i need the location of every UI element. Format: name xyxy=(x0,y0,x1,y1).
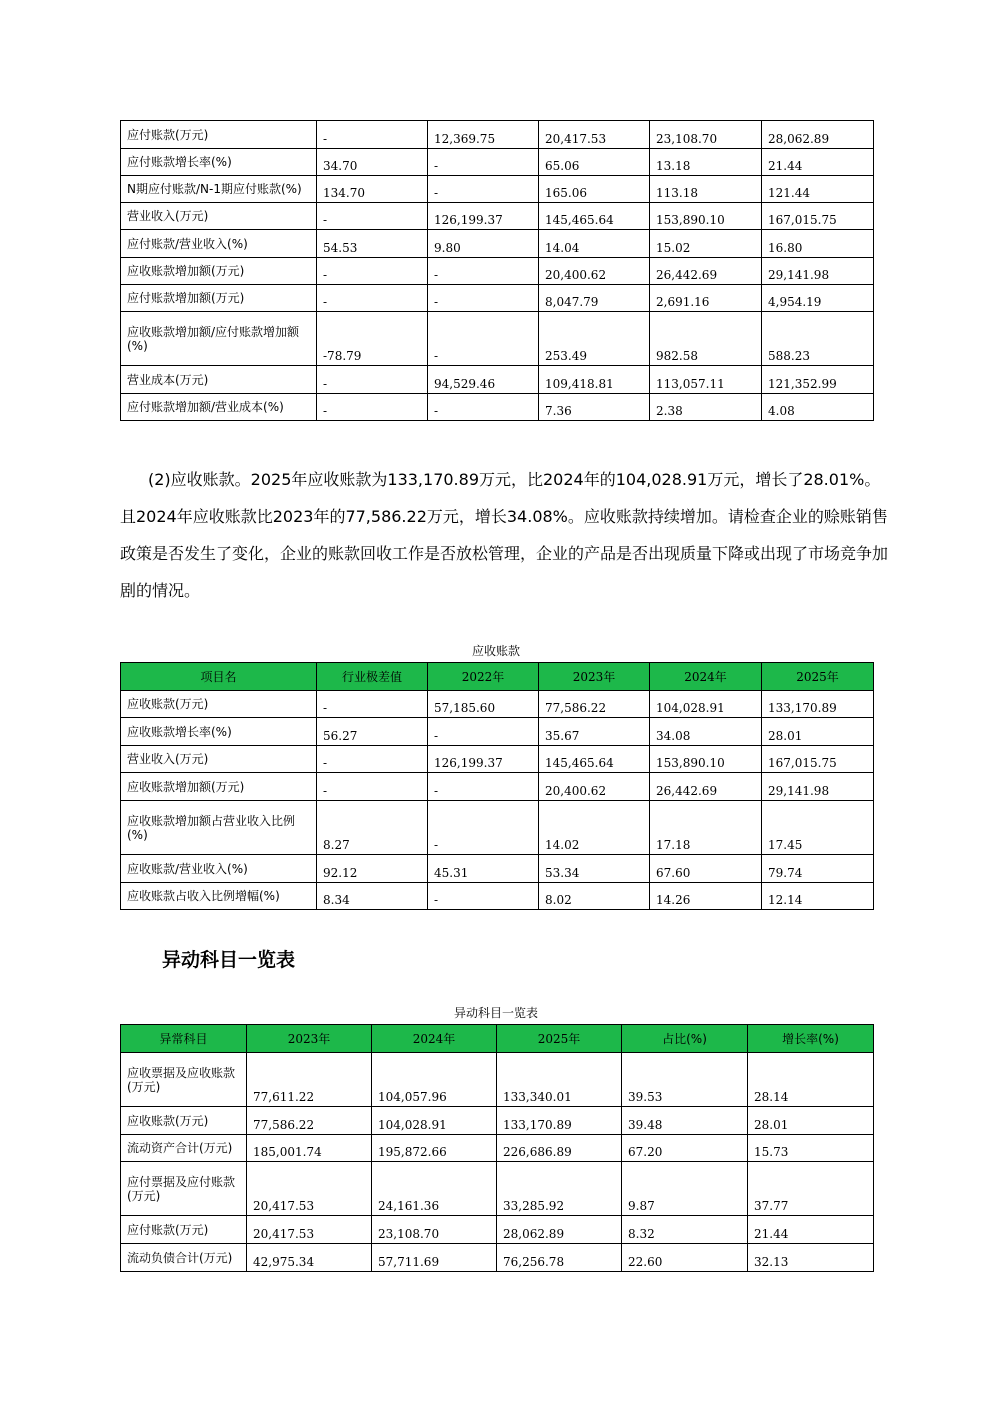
table-cell: - xyxy=(317,121,428,149)
table-row xyxy=(121,394,874,421)
table-cell: 29,141.98 xyxy=(762,258,874,285)
table-cell: 22.60 xyxy=(622,1244,748,1272)
table-cell: 34.70 xyxy=(317,149,428,176)
table-cell: 94,529.46 xyxy=(428,366,539,394)
row-label: 应收账款增加额(万元) xyxy=(121,773,317,801)
column-header: 2024年 xyxy=(650,663,762,691)
table-row xyxy=(121,691,874,718)
table-cell: 77,586.22 xyxy=(539,691,650,718)
table-cell: - xyxy=(428,285,539,312)
table-cell: - xyxy=(428,176,539,203)
receivables-paragraph: (2)应收账款。2025年应收账款为133,170.89万元，比2024年的104,028.91万元，增长了28.01%。且2024年应收账款比2023年的77,586.22万元，增长34.08%。应收账款持续增加。请检查企业的赊账销售政策是否发生了变化，企业的账款回收工作是否放松管理，企业的产品是否出现质量下降或出现了市场竞争加剧的情况。 xyxy=(120,470,889,600)
table-cell: 133,340.01 xyxy=(497,1053,622,1107)
column-header: 2024年 xyxy=(372,1025,497,1053)
table-cell: - xyxy=(428,773,539,801)
row-label: 营业收入(万元) xyxy=(121,203,317,230)
table-cell: - xyxy=(317,203,428,230)
table-cell: 23,108.70 xyxy=(372,1216,497,1244)
table-cell: 20,400.62 xyxy=(539,773,650,801)
table-cell: 167,015.75 xyxy=(762,203,874,230)
column-header: 异常科目 xyxy=(121,1025,247,1053)
table-cell: 35.67 xyxy=(539,718,650,746)
row-label: 应收账款(万元) xyxy=(121,1107,247,1135)
table-cell: 32.13 xyxy=(748,1244,874,1272)
table-row xyxy=(121,366,874,394)
table-cell: 8.02 xyxy=(539,883,650,910)
column-header: 2022年 xyxy=(428,663,539,691)
table-cell: 8.27 xyxy=(317,801,428,855)
table-cell: 28.01 xyxy=(762,718,874,746)
table-cell: 20,400.62 xyxy=(539,258,650,285)
table-cell: 14.04 xyxy=(539,230,650,258)
table-cell: 26,442.69 xyxy=(650,773,762,801)
table-cell: 39.48 xyxy=(622,1107,748,1135)
table-row xyxy=(121,883,874,910)
table-cell: 20,417.53 xyxy=(539,121,650,149)
row-label: 应付账款增加额(万元) xyxy=(121,285,317,312)
table-cell: 13.18 xyxy=(650,149,762,176)
table-cell: - xyxy=(317,285,428,312)
table-cell: 56.27 xyxy=(317,718,428,746)
table-cell: - xyxy=(317,394,428,421)
table-row xyxy=(121,718,874,746)
table-cell: 226,686.89 xyxy=(497,1135,622,1162)
table-cell: - xyxy=(317,746,428,773)
table-cell: 104,057.96 xyxy=(372,1053,497,1107)
table-cell: 153,890.10 xyxy=(650,203,762,230)
row-label: 流动资产合计(万元) xyxy=(121,1135,247,1162)
table-cell: - xyxy=(317,258,428,285)
table-cell: 2,691.16 xyxy=(650,285,762,312)
table-row xyxy=(121,801,874,855)
table-cell: 2.38 xyxy=(650,394,762,421)
column-header: 2023年 xyxy=(247,1025,372,1053)
row-label: 流动负债合计(万元) xyxy=(121,1244,247,1272)
table-cell: 153,890.10 xyxy=(650,746,762,773)
row-label: 应付账款增加额/营业成本(%) xyxy=(121,394,317,421)
row-label: 应收账款(万元) xyxy=(121,691,317,718)
table-row xyxy=(121,230,874,258)
table-cell: 165.06 xyxy=(539,176,650,203)
table-cell: 113.18 xyxy=(650,176,762,203)
table-cell: 4,954.19 xyxy=(762,285,874,312)
table-cell: 167,015.75 xyxy=(762,746,874,773)
column-header: 行业极差值 xyxy=(317,663,428,691)
table-cell: - xyxy=(428,258,539,285)
table-row xyxy=(121,121,874,149)
table-cell: 8,047.79 xyxy=(539,285,650,312)
row-label: 应付账款(万元) xyxy=(121,121,317,149)
table-cell: 9.80 xyxy=(428,230,539,258)
table-cell: 14.26 xyxy=(650,883,762,910)
table-row xyxy=(121,1107,874,1135)
table-cell: -78.79 xyxy=(317,312,428,366)
table-row xyxy=(121,773,874,801)
table-cell: - xyxy=(317,366,428,394)
table-row xyxy=(121,746,874,773)
table-cell: 9.87 xyxy=(622,1162,748,1216)
table-cell: 21.44 xyxy=(748,1216,874,1244)
table-cell: 20,417.53 xyxy=(247,1162,372,1216)
receivables-table xyxy=(120,662,874,910)
table-row xyxy=(121,1053,874,1107)
table-cell: 28.14 xyxy=(748,1053,874,1107)
table-cell: 12.14 xyxy=(762,883,874,910)
table-cell: 7.36 xyxy=(539,394,650,421)
table-cell: 28.01 xyxy=(748,1107,874,1135)
table-cell: 126,199.37 xyxy=(428,746,539,773)
table-cell: 121,352.99 xyxy=(762,366,874,394)
table-row xyxy=(121,312,874,366)
table-cell: 195,872.66 xyxy=(372,1135,497,1162)
column-header: 项目名 xyxy=(121,663,317,691)
table-row xyxy=(121,1135,874,1162)
table-cell: 65.06 xyxy=(539,149,650,176)
table-cell: 76,256.78 xyxy=(497,1244,622,1272)
table-cell: 67.20 xyxy=(622,1135,748,1162)
column-header: 2023年 xyxy=(539,663,650,691)
table-cell: 77,586.22 xyxy=(247,1107,372,1135)
table-cell: - xyxy=(428,801,539,855)
table-row xyxy=(121,1244,874,1272)
table-cell: 29,141.98 xyxy=(762,773,874,801)
table-cell: 23,108.70 xyxy=(650,121,762,149)
table-cell: 45.31 xyxy=(428,855,539,883)
table-cell: 14.02 xyxy=(539,801,650,855)
table-row xyxy=(121,1162,874,1216)
column-header: 占比(%) xyxy=(622,1025,748,1053)
table-row xyxy=(121,285,874,312)
table-cell: - xyxy=(317,773,428,801)
table-cell: 15.73 xyxy=(748,1135,874,1162)
table-cell: 26,442.69 xyxy=(650,258,762,285)
table-cell: 104,028.91 xyxy=(372,1107,497,1135)
table-cell: - xyxy=(428,883,539,910)
anomaly-table xyxy=(120,1024,874,1272)
table-cell: 17.45 xyxy=(762,801,874,855)
table-cell: 17.18 xyxy=(650,801,762,855)
table-cell: 21.44 xyxy=(762,149,874,176)
row-label: 营业成本(万元) xyxy=(121,366,317,394)
table-cell: - xyxy=(428,394,539,421)
table-caption-anomalies: 异动科目一览表 xyxy=(453,1006,538,1020)
table-caption-receivables: 应收账款 xyxy=(471,644,520,658)
table-cell: 24,161.36 xyxy=(372,1162,497,1216)
table-cell: 28,062.89 xyxy=(497,1216,622,1244)
table-cell: - xyxy=(317,691,428,718)
row-label: 应收账款增加额占营业收入比例(%) xyxy=(121,801,317,855)
table-cell: 109,418.81 xyxy=(539,366,650,394)
table-cell: 113,057.11 xyxy=(650,366,762,394)
table-cell: 253.49 xyxy=(539,312,650,366)
table-cell: 185,001.74 xyxy=(247,1135,372,1162)
table-cell: 53.34 xyxy=(539,855,650,883)
table-cell: 982.58 xyxy=(650,312,762,366)
row-label: 应收账款增加额/应付账款增加额(%) xyxy=(121,312,317,366)
table-cell: 133,170.89 xyxy=(497,1107,622,1135)
table-cell: 16.80 xyxy=(762,230,874,258)
table-row xyxy=(121,203,874,230)
table-cell: 57,185.60 xyxy=(428,691,539,718)
payables-table xyxy=(120,120,874,421)
table-cell: 28,062.89 xyxy=(762,121,874,149)
table-cell: 20,417.53 xyxy=(247,1216,372,1244)
table-cell: - xyxy=(428,149,539,176)
table-cell: 588.23 xyxy=(762,312,874,366)
column-header: 2025年 xyxy=(497,1025,622,1053)
table-cell: 15.02 xyxy=(650,230,762,258)
table-cell: 92.12 xyxy=(317,855,428,883)
row-label: 营业收入(万元) xyxy=(121,746,317,773)
table-cell: 121.44 xyxy=(762,176,874,203)
table-cell: 77,611.22 xyxy=(247,1053,372,1107)
table-cell: 42,975.34 xyxy=(247,1244,372,1272)
row-label: 应付账款(万元) xyxy=(121,1216,247,1244)
row-label: 应收账款占收入比例增幅(%) xyxy=(121,883,317,910)
table-cell: 57,711.69 xyxy=(372,1244,497,1272)
row-label: 应付账款增长率(%) xyxy=(121,149,317,176)
table-cell: 34.08 xyxy=(650,718,762,746)
table-cell: - xyxy=(428,312,539,366)
row-label: 应收账款增长率(%) xyxy=(121,718,317,746)
table-cell: 104,028.91 xyxy=(650,691,762,718)
row-label: 应付账款/营业收入(%) xyxy=(121,230,317,258)
table-cell: 8.34 xyxy=(317,883,428,910)
row-label: 应收账款/营业收入(%) xyxy=(121,855,317,883)
table-cell: 33,285.92 xyxy=(497,1162,622,1216)
table-cell: 133,170.89 xyxy=(762,691,874,718)
row-label: 应付票据及应付账款(万元) xyxy=(121,1162,247,1216)
table-row xyxy=(121,855,874,883)
table-cell: 145,465.64 xyxy=(539,746,650,773)
column-header: 增长率(%) xyxy=(748,1025,874,1053)
table-cell: - xyxy=(428,718,539,746)
table-row xyxy=(121,149,874,176)
table-cell: 79.74 xyxy=(762,855,874,883)
table-row xyxy=(121,176,874,203)
row-label: N期应付账款/N-1期应付账款(%) xyxy=(121,176,317,203)
table-cell: 37.77 xyxy=(748,1162,874,1216)
row-label: 应收账款增加额(万元) xyxy=(121,258,317,285)
table-cell: 67.60 xyxy=(650,855,762,883)
table-cell: 134.70 xyxy=(317,176,428,203)
table-cell: 8.32 xyxy=(622,1216,748,1244)
table-row xyxy=(121,258,874,285)
table-cell: 126,199.37 xyxy=(428,203,539,230)
section-heading: 异动科目一览表 xyxy=(162,949,296,971)
table-cell: 12,369.75 xyxy=(428,121,539,149)
table-cell: 54.53 xyxy=(317,230,428,258)
row-label: 应收票据及应收账款(万元) xyxy=(121,1053,247,1107)
column-header: 2025年 xyxy=(762,663,874,691)
table-cell: 4.08 xyxy=(762,394,874,421)
table-cell: 145,465.64 xyxy=(539,203,650,230)
table-row xyxy=(121,1216,874,1244)
table-cell: 39.53 xyxy=(622,1053,748,1107)
